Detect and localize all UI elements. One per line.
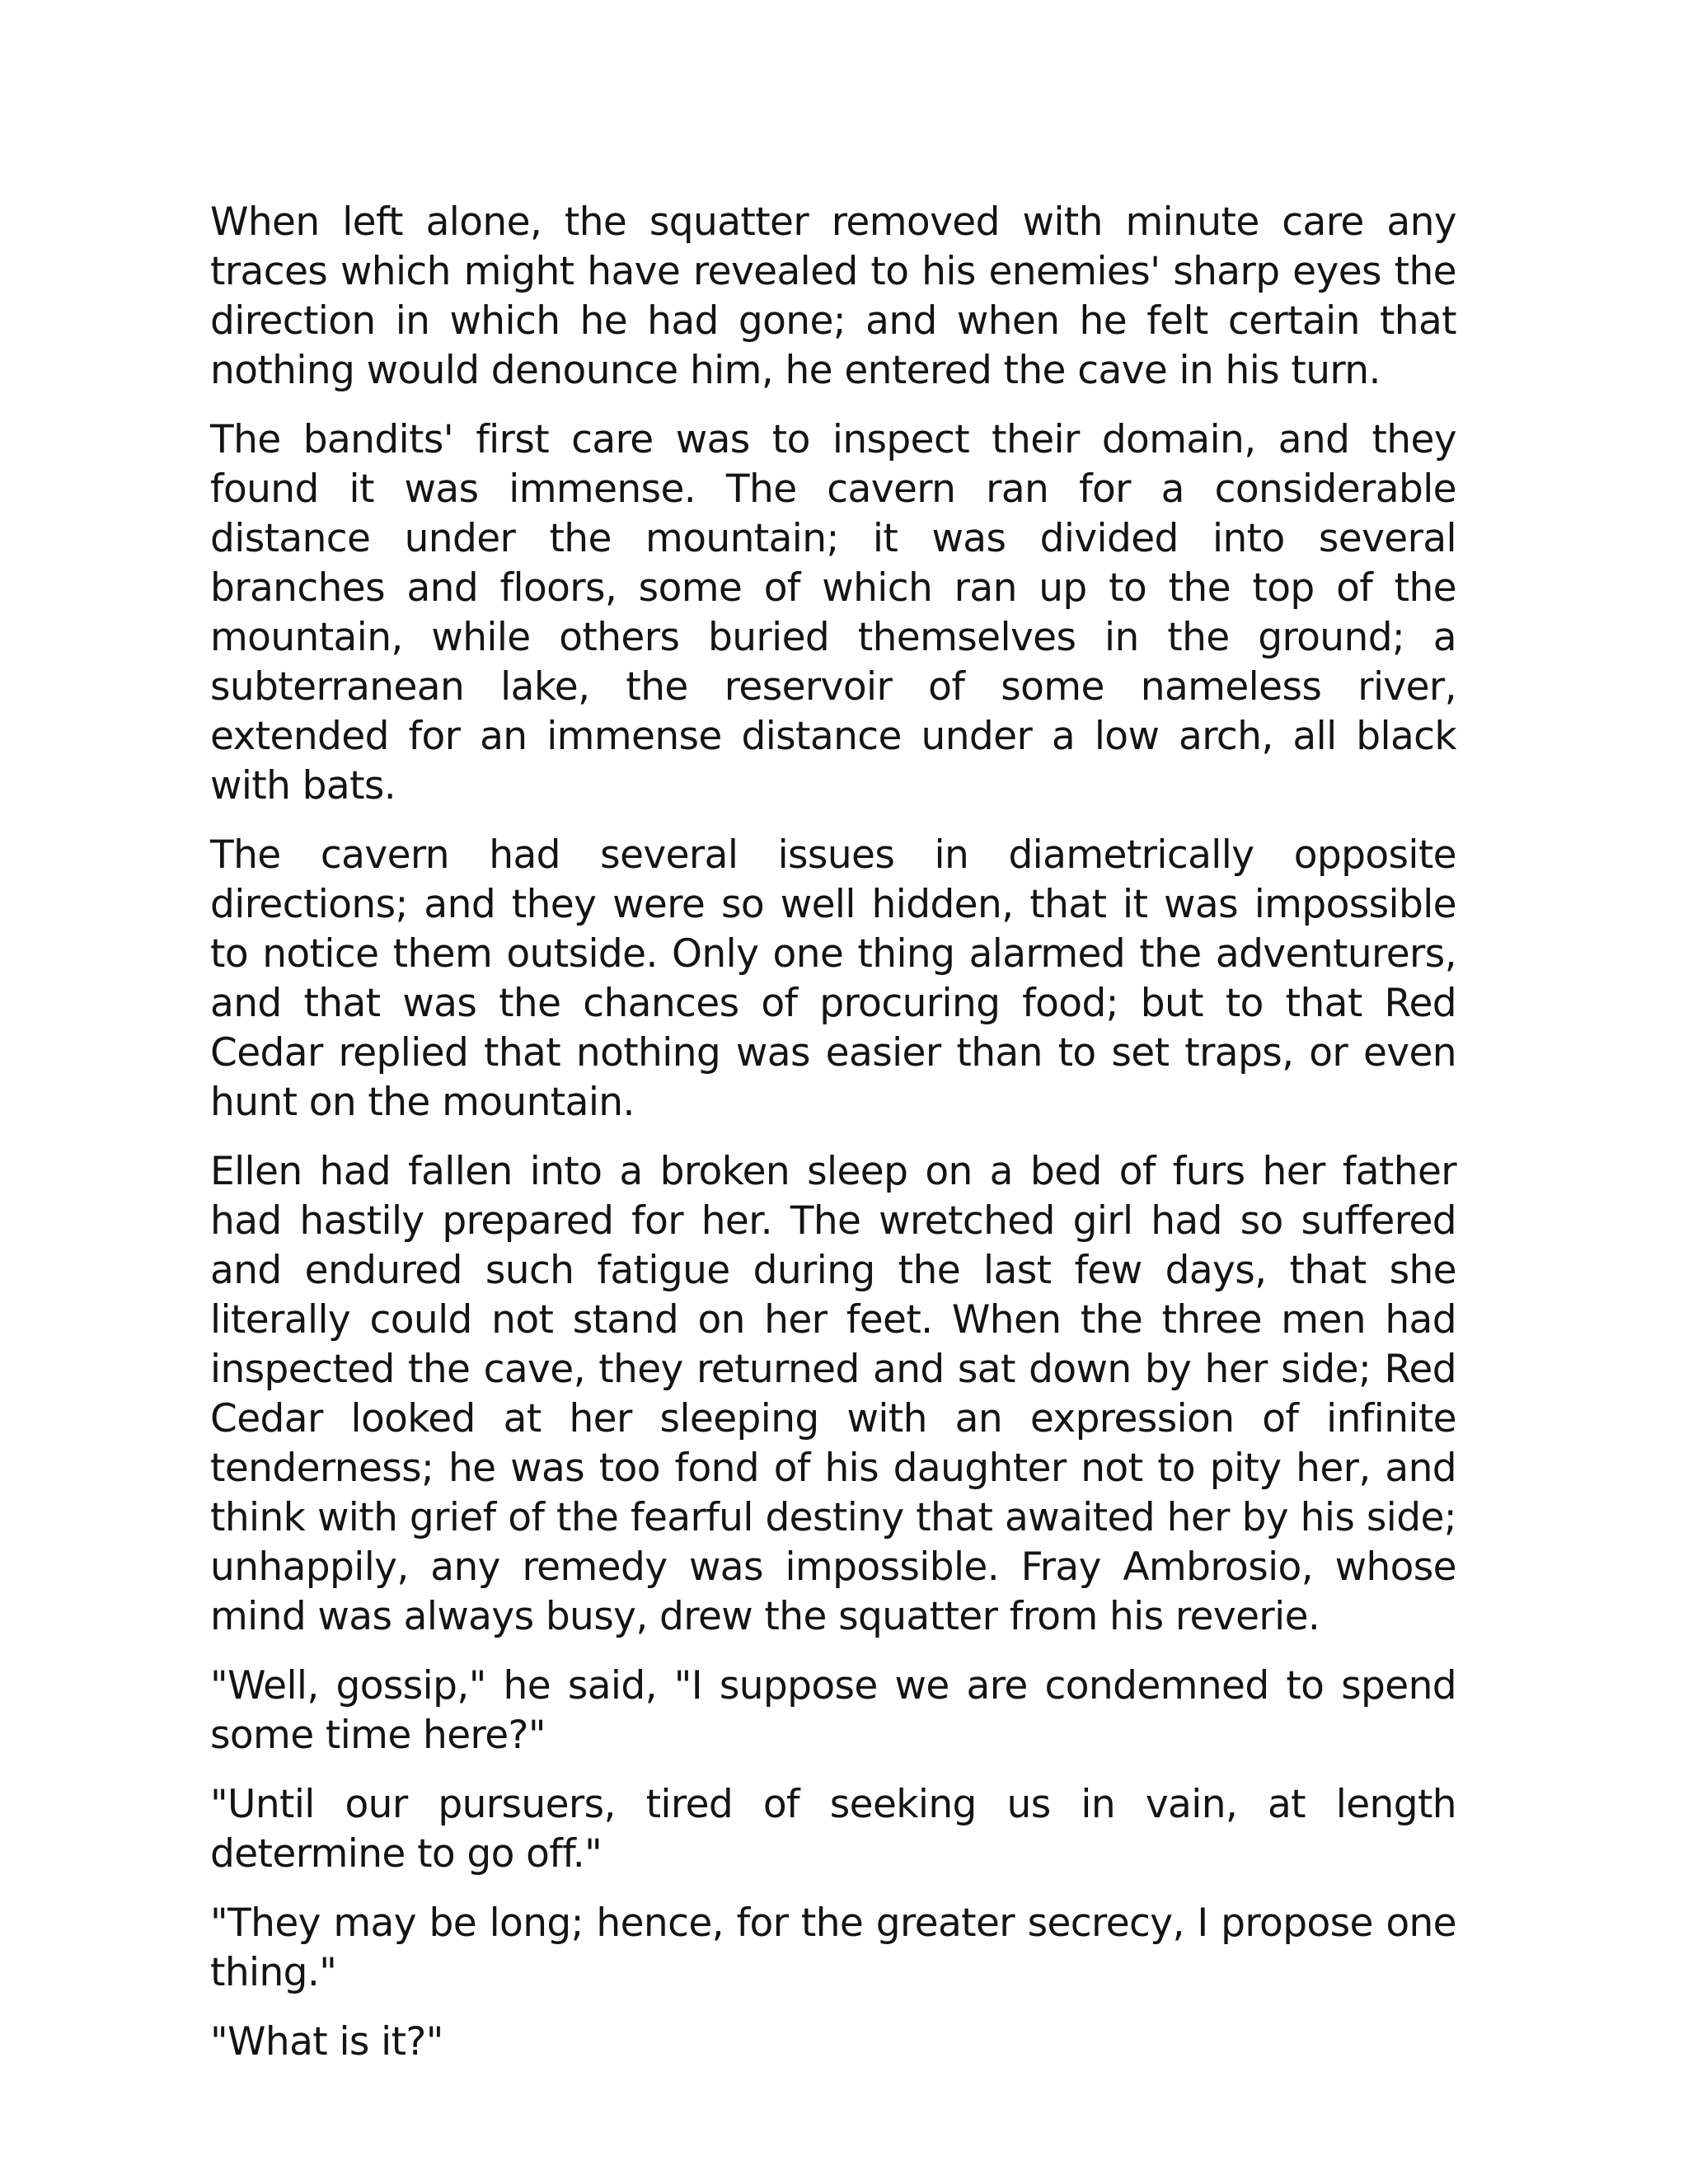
paragraph-dialogue-secrecy: "They may be long; hence, for the greater secrecy, I propose one thing." [210,1900,1456,1995]
document-page [210,198,1456,2067]
paragraph-squatter-traces: When left alone, the squatter removed with minute care any traces which might have revealed to his enemies' sharp eyes the direction in which he had gone; and when he felt certain that nothing would denounce him, he entered the cave in his turn. [210,199,1456,393]
paragraph-ellen-sleep: Ellen had fallen into a broken sleep on a bed of furs her father had hastily prepared for her. The wretched girl had so suffered and endured such fatigue during the last few days, that she literally could not stand on her feet. When the three men had inspected the cave, they returned and sat down by her side; Red Cedar looked at her sleeping with an expression of infinite tenderness; he was too fond of his daughter not to pity her, and think with grief of the fearful destiny that awaited her by his side; unhappily, any remedy was impossible. Fray Ambrosio, whose mind was always busy, drew the squatter from his reverie. [210,1149,1456,1639]
paragraph-cavern-issues: The cavern had several issues in diametrically opposite directions; and they were so well hidden, that it was impossible to notice them outside. Only one thing alarmed the adventurers, and that was the chances of procuring food; but to that Red Cedar replied that nothing was easier than to set traps, or even hunt on the mountain. [210,832,1456,1125]
paragraph-dialogue-pursuers: "Until our pursuers, tired of seeking us in vain, at length determine to go off." [210,1782,1456,1877]
paragraph-dialogue-what: "What is it?" [210,2019,443,2064]
paragraph-cavern-domain: The bandits' first care was to inspect their domain, and they found it was immense. The cavern ran for a considerable distance under the mountain; it was divided into several branches and floors, some of which ran up to the top of the mountain, while others buried themselves in the ground; a subterranean lake, the reservoir of some nameless river, extended for an immense distance under a low arch, all black with bats. [210,417,1456,808]
paragraph-dialogue-gossip: "Well, gossip," he said, "I suppose we are condemned to spend some time here?" [210,1663,1456,1758]
